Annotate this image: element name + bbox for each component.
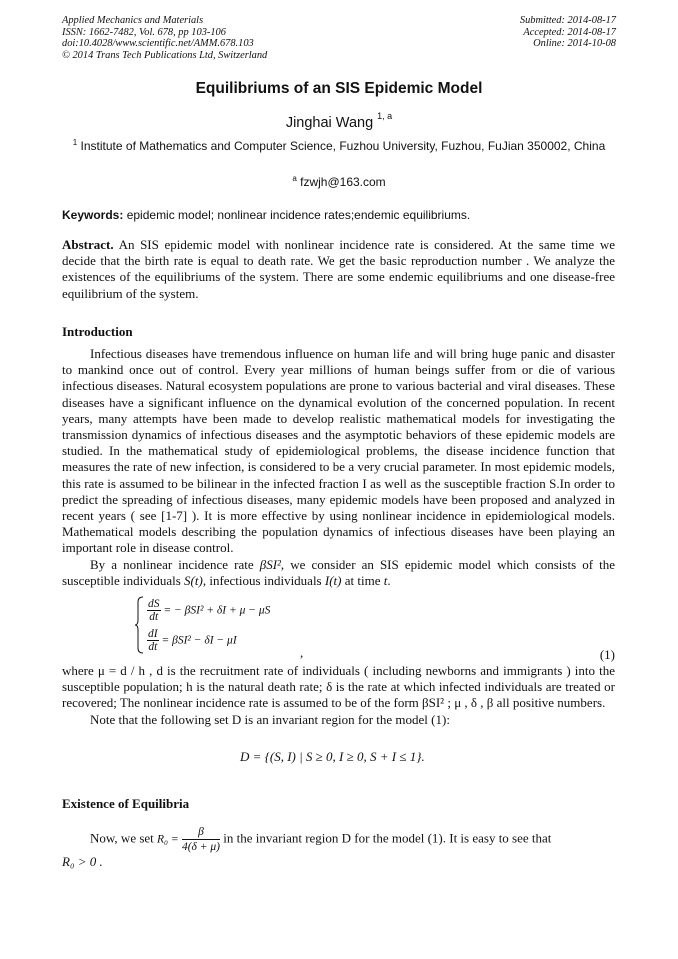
r0-positive: R₀ > 0 . bbox=[62, 854, 103, 869]
r0-fraction bbox=[182, 825, 220, 854]
affiliation-text: Institute of Mathematics and Computer Science, Fuzhou University, Fuzhou, FuJian 350002, China bbox=[80, 139, 606, 153]
where-block bbox=[62, 663, 615, 728]
journal-name: Applied Mechanics and Materials bbox=[62, 15, 204, 26]
equation-1 bbox=[147, 598, 270, 623]
abstract-label: Abstract. bbox=[62, 237, 114, 252]
email-address: fzwjh@163.com bbox=[300, 175, 386, 189]
online-date: Online: 2014-10-08 bbox=[533, 38, 616, 50]
p2-text-c: , infectious individuals bbox=[202, 572, 322, 588]
author-name: Jinghai Wang bbox=[285, 114, 374, 131]
accepted-date: Accepted: 2014-08-17 bbox=[523, 26, 616, 38]
author-marks: 1, a bbox=[377, 111, 393, 121]
r0-definition-line bbox=[62, 825, 615, 854]
abstract bbox=[62, 237, 615, 302]
paper-title: Equilibriums of an SIS Epidemic Model bbox=[195, 80, 483, 97]
system-brace bbox=[135, 596, 145, 654]
existence-heading: Existence of Equilibria bbox=[62, 796, 190, 811]
equation-system bbox=[135, 596, 335, 656]
introduction-paragraph-2 bbox=[62, 557, 615, 589]
now-text-a: Now, we set bbox=[90, 830, 154, 846]
invariant-note: Note that the following set D is an invariant region for the model (1): bbox=[90, 711, 450, 727]
affiliation bbox=[62, 138, 616, 154]
p2-text-d: at time bbox=[344, 572, 381, 588]
copyright-line: © 2014 Trans Tech Publications Ltd, Switzerland bbox=[62, 49, 268, 61]
r0-symbol: R₀ = bbox=[157, 833, 179, 846]
p2-text-b: , we consider an SIS epidemic model which consists of the susceptible individuals bbox=[62, 556, 615, 588]
now-text-b: in the invariant region D for the model (1). It is easy to see that bbox=[223, 830, 552, 846]
keywords bbox=[62, 208, 616, 222]
equation-number: (1) bbox=[599, 647, 615, 662]
equation-2 bbox=[147, 628, 237, 653]
keywords-text: epidemic model; nonlinear incidence rates;endemic equilibriums. bbox=[126, 208, 471, 222]
affiliation-mark: 1 bbox=[72, 138, 78, 147]
eq1-numerator: dS bbox=[148, 598, 160, 610]
susceptible-symbol: S(t) bbox=[184, 572, 203, 588]
journal-header bbox=[62, 15, 267, 61]
introduction-paragraph-1: Infectious diseases have tremendous influence on human life and will bring huge panic and disaster to mankind once out of control. Every year millions of human beings suffer from or die of various infectious diseases. Natural ecosystem populations are prone to various bacterial and viral diseases. These diseases have a significant influence on the dynamical evolution of the concerned population. In recent years, many attempts have been made to develop realistic mathematical models for investigating the transmission dynamics of infectious diseases and the asymptotic behaviors of these epidemic models are studied. In the mathematical study of epidemiological problems, the disease incidence function that measures the rate of new infection, is considered to be a very crucial parameter. In most epidemic models, this rate is assumed to be bilinear in the infected fraction I as well as the susceptible fraction S.In order to predict the spreading of infectious diseases, many epidemic models have been proposed and analyzed in recent years ( see [1-7] ). It is more effective by using nonlinear incidence in epidemiological models. Mathematical models describing the population dynamics of infectious diseases have been playing an important role in disease control. bbox=[62, 346, 615, 556]
infectious-symbol: I(t) bbox=[324, 572, 342, 588]
abstract-text: An SIS epidemic model with nonlinear incidence rate is considered. At the same time we decide that the birth rate is equal to death rate. We get the basic reproduction number . We analyze the existences of the equilibriums of the system. There are some endemic equilibriums and one disease-free equilibrium of the system. bbox=[62, 237, 615, 301]
r0-denominator: 4(δ + μ) bbox=[181, 841, 220, 853]
eq2-rhs: = βSI² − δI − μI bbox=[161, 634, 237, 647]
doi-line: doi:10.4028/www.scientific.net/AMM.678.103 bbox=[62, 38, 254, 50]
issn-line: ISSN: 1662-7482, Vol. 678, pp 103-106 bbox=[62, 26, 226, 38]
author-line bbox=[0, 113, 678, 131]
p2-text-e: . bbox=[387, 572, 391, 588]
eq2-numerator: dI bbox=[148, 628, 158, 640]
incidence-rate-formula: βSI² bbox=[259, 556, 281, 572]
keywords-label: Keywords: bbox=[62, 208, 124, 222]
dates-header bbox=[520, 15, 616, 50]
time-symbol: t bbox=[383, 572, 388, 588]
system-trailing-comma: , bbox=[300, 645, 304, 660]
invariant-set: D = {(S, I) | S ≥ 0, I ≥ 0, S + I ≤ 1}. bbox=[240, 749, 425, 764]
eq1-rhs: = − βSI² + δI + μ − μS bbox=[163, 604, 271, 617]
submitted-date: Submitted: 2014-08-17 bbox=[519, 15, 616, 26]
introduction-heading: Introduction bbox=[62, 324, 133, 339]
p2-text-a: By a nonlinear incidence rate bbox=[90, 556, 254, 572]
where-paragraph: where μ = d / h , d is the recruitment rate of individuals ( including newborns and immigrants ) into the susceptible population; h is the natural death rate; δ is the rate at which infected individuals are treated or recovered; The nonlinear incidence rate is assumed to be of the form βSI² ; μ , δ , β all positive numbers. bbox=[62, 663, 615, 711]
introduction-body bbox=[62, 346, 615, 589]
eq2-denominator: dt bbox=[148, 641, 158, 653]
r0-numerator: β bbox=[182, 825, 220, 840]
email-mark: a bbox=[292, 174, 297, 183]
eq1-denominator: dt bbox=[149, 611, 159, 623]
email-line bbox=[0, 175, 678, 189]
